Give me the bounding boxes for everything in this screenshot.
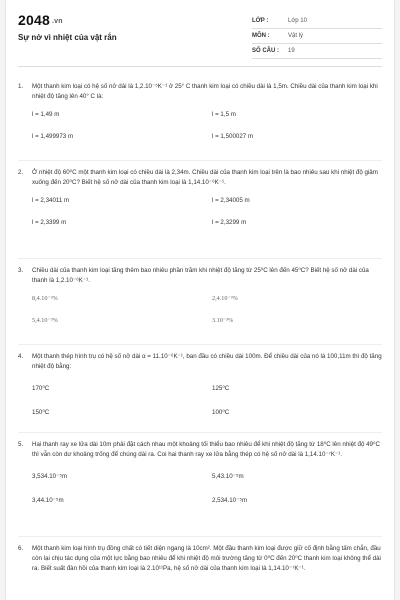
option-a[interactable]: 8,4.10⁻³% <box>32 295 58 302</box>
option-b[interactable]: l = 1,5 m <box>212 111 236 118</box>
meta-row-class <box>252 14 382 29</box>
option-b[interactable]: 5,43.10⁻⁵m <box>212 473 244 480</box>
worksheet <box>6 0 394 600</box>
meta-value: 19 <box>288 48 295 54</box>
options <box>32 294 382 330</box>
question-divider <box>18 344 382 345</box>
question-divider <box>18 432 382 433</box>
header-divider <box>18 66 382 67</box>
question-text: Ở nhiệt độ 60⁰C một thanh kim loại có chiều dài là 2,34m. Chiều dài của thanh kim loại trên là bao nhiêu sau khi nhiệt độ giảm xuống đến 20⁰C? Biết hệ số nở dài của thanh kim loại là 1,14.10⁻⁶K⁻¹. <box>32 169 378 186</box>
question-text: Một thanh kim loại có hệ số nở dài là 1,2.10⁻⁵K⁻¹ ở 25° C thanh kim loại có chiều dài là 1,5m. Chiều dài của thanh kim loại khi nhiệt độ tăng lên 40° C là: <box>32 83 378 100</box>
question-4 <box>18 352 382 416</box>
question-number: 1. <box>18 83 24 90</box>
option-b[interactable]: 125⁰C <box>212 385 230 392</box>
option-d[interactable]: l = 2,3299 m <box>212 219 247 226</box>
option-a[interactable]: l = 2,34011 m <box>32 197 70 204</box>
question-5 <box>18 440 382 504</box>
option-d[interactable]: 2,534.10⁻⁵m <box>212 497 248 504</box>
option-a[interactable]: 3,534.10⁻⁵m <box>32 473 68 480</box>
header <box>6 0 394 66</box>
question-number: 2. <box>18 169 24 176</box>
question-number: 4. <box>18 353 24 360</box>
question-number: 3. <box>18 267 24 274</box>
option-a[interactable]: 170⁰C <box>32 385 50 392</box>
meta-row-count <box>252 44 382 59</box>
option-d[interactable]: 100⁰C <box>212 409 230 416</box>
question-text: Hai thanh ray xe lửa dài 10m phải đặt cách nhau một khoảng tối thiểu bao nhiêu để khi nhiệt độ tăng từ 18⁰C lên nhiệt độ 49⁰C thì vẫn còn dư khoảng trống để chúng dài ra. Coi hai thanh ray xe lửa bằng thép có hệ số nở dài là 1,14.10⁻⁷K⁻¹. <box>32 441 380 458</box>
options <box>32 468 382 504</box>
option-d[interactable]: 3.10⁻³% <box>212 317 234 324</box>
meta-label: MÔN : <box>252 33 270 39</box>
question-text: Chiều dài của thanh kim loại tăng thêm bao nhiêu phần trăm khi nhiệt độ tăng từ 25⁰C lên đến 45⁰C? Biết hệ số nở dài của thanh là 1,2.10⁻⁶K⁻¹. <box>32 267 369 284</box>
meta-value: Lớp 10 <box>288 18 307 24</box>
brand-name: 2048 <box>18 12 50 28</box>
option-d[interactable]: l = 1,500027 m <box>212 133 254 140</box>
question-2 <box>18 168 382 232</box>
brand-suffix: .vn <box>51 17 63 25</box>
question-3 <box>18 266 382 330</box>
option-c[interactable]: 3,44.10⁻⁵m <box>32 497 64 504</box>
option-c[interactable]: l = 1,499973 m <box>32 133 74 140</box>
question-text: Một thanh kim loại hình trụ đồng chất có tiết diện ngang là 10cm². Một đầu thanh kim loại được giữ cố định bằng tấm chắn, đầu còn lại chịu tác dụng của một lực bằng bao nhiêu để khi nhiệt độ môi trường tăng từ 0⁰C đến 20⁰C thanh kim loại không thể dài ra. Biết suất đàn hồi của thanh kim loại là 2.10¹¹Pa, hệ số nở dài của thanh kim loại là 1,14.10⁻⁷K⁻¹. <box>32 545 381 572</box>
option-c[interactable]: 150⁰C <box>32 409 50 416</box>
question-6 <box>18 544 382 574</box>
options <box>32 380 382 416</box>
option-c[interactable]: l = 2,3399 m <box>32 219 67 226</box>
brand-logo[interactable] <box>18 12 63 28</box>
page-title: Sự nở vì nhiệt của vật rắn <box>18 33 117 42</box>
meta-row-subject <box>252 29 382 44</box>
option-a[interactable]: l = 1,49 m <box>32 111 60 118</box>
option-b[interactable]: l = 2,34005 m <box>212 197 250 204</box>
meta-label: LỚP : <box>252 18 269 24</box>
question-divider <box>18 160 382 161</box>
option-c[interactable]: 5,4.10⁻³% <box>32 317 58 324</box>
meta-label: SỐ CÂU : <box>252 48 279 54</box>
question-1 <box>18 82 382 146</box>
meta-info <box>252 14 382 59</box>
options <box>32 196 382 232</box>
question-number: 6. <box>18 545 24 552</box>
question-number: 5. <box>18 441 24 448</box>
option-b[interactable]: 2,4.10⁻³% <box>212 295 238 302</box>
question-text: Một thanh thép hình trụ có hệ số nở dài α = 11.10⁻⁶K⁻¹, ban đầu có chiều dài 100m. Để chiều dài của nó là 100,11m thì độ tăng nhiệt độ bằng: <box>32 353 382 370</box>
question-divider <box>18 536 382 537</box>
meta-value: Vật lý <box>288 33 304 39</box>
question-divider <box>18 258 382 259</box>
options <box>32 110 382 146</box>
